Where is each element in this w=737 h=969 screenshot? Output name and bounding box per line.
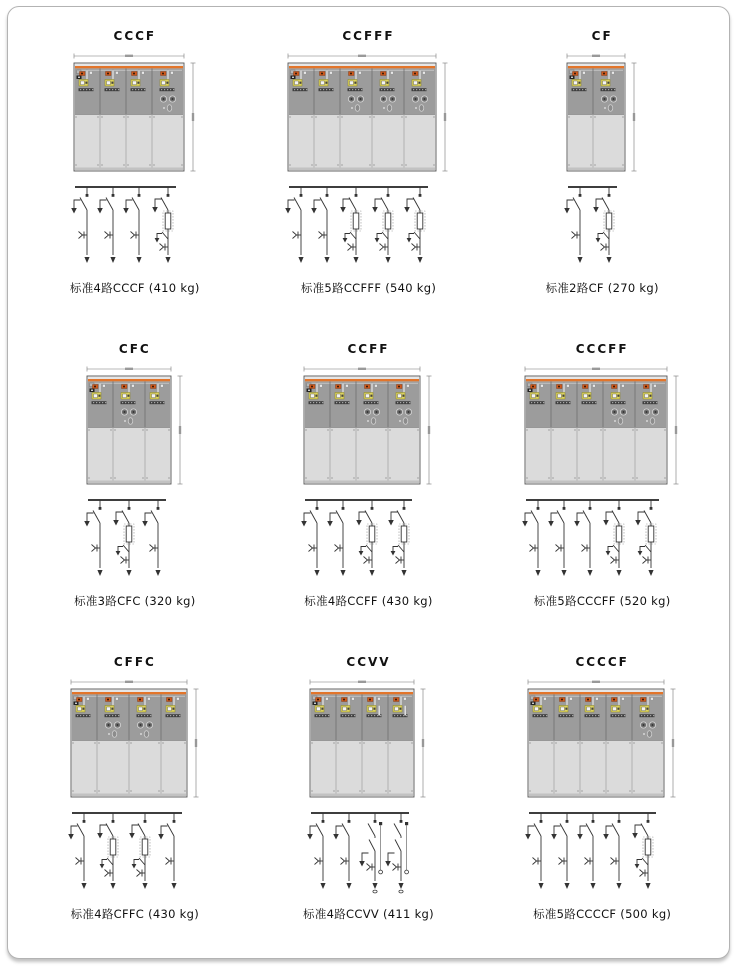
- cell-caption: 标准5路CCFFF (540 kg): [300, 281, 437, 295]
- cabinet-drawing: [285, 49, 451, 177]
- cabinet-drawing: [84, 362, 186, 490]
- cell-title: CFC: [118, 342, 151, 356]
- cell-cffc: [18, 641, 252, 954]
- page-border: [7, 6, 730, 959]
- cabinet-drawing: [307, 675, 429, 803]
- cell-cccff: [485, 328, 719, 641]
- cell-ccfff: [252, 15, 486, 328]
- cell-title: CCFFF: [342, 29, 395, 43]
- cell-caption: 标准4路CCCF (410 kg): [69, 281, 200, 295]
- cell-ccvv: [252, 641, 486, 954]
- cell-caption: 标准3路CFC (320 kg): [74, 594, 196, 608]
- cell-title: CFFC: [113, 655, 156, 669]
- cell-title: CCFF: [347, 342, 390, 356]
- cell-title: CCCFF: [575, 342, 629, 356]
- cell-ccccf: [485, 641, 719, 954]
- circuit-diagram: [71, 181, 199, 278]
- circuit-diagram: [301, 494, 435, 591]
- cabinet-drawing: [525, 675, 679, 803]
- circuit-diagram: [285, 181, 451, 278]
- cell-title: CCCCF: [575, 655, 629, 669]
- circuit-diagram: [307, 807, 429, 904]
- cell-caption: 标准4路CFFC (430 kg): [70, 907, 200, 921]
- circuit-diagram: [525, 807, 679, 904]
- cabinet-grid: [18, 15, 719, 954]
- cell-title: CCCF: [113, 29, 157, 43]
- cabinet-drawing: [564, 49, 640, 177]
- cell-cfc: [18, 328, 252, 641]
- circuit-diagram: [68, 807, 202, 904]
- cell-caption: 标准2路CF (270 kg): [545, 281, 659, 295]
- circuit-diagram: [522, 494, 682, 591]
- cell-title: CCVV: [346, 655, 391, 669]
- cell-cccf: [18, 15, 252, 328]
- circuit-diagram: [564, 181, 640, 278]
- cabinet-drawing: [301, 362, 435, 490]
- cabinet-drawing: [522, 362, 682, 490]
- cell-title: CF: [591, 29, 613, 43]
- cabinet-drawing: [68, 675, 202, 803]
- cell-caption: 标准5路CCCFF (520 kg): [533, 594, 671, 608]
- cell-caption: 标准4路CCVV (411 kg): [303, 907, 434, 921]
- cell-caption: 标准4路CCFF (430 kg): [304, 594, 433, 608]
- cabinet-drawing: [71, 49, 199, 177]
- cell-ccff: [252, 328, 486, 641]
- cell-cf: [485, 15, 719, 328]
- circuit-diagram: [84, 494, 186, 591]
- cell-caption: 标准5路CCCCF (500 kg): [533, 907, 672, 921]
